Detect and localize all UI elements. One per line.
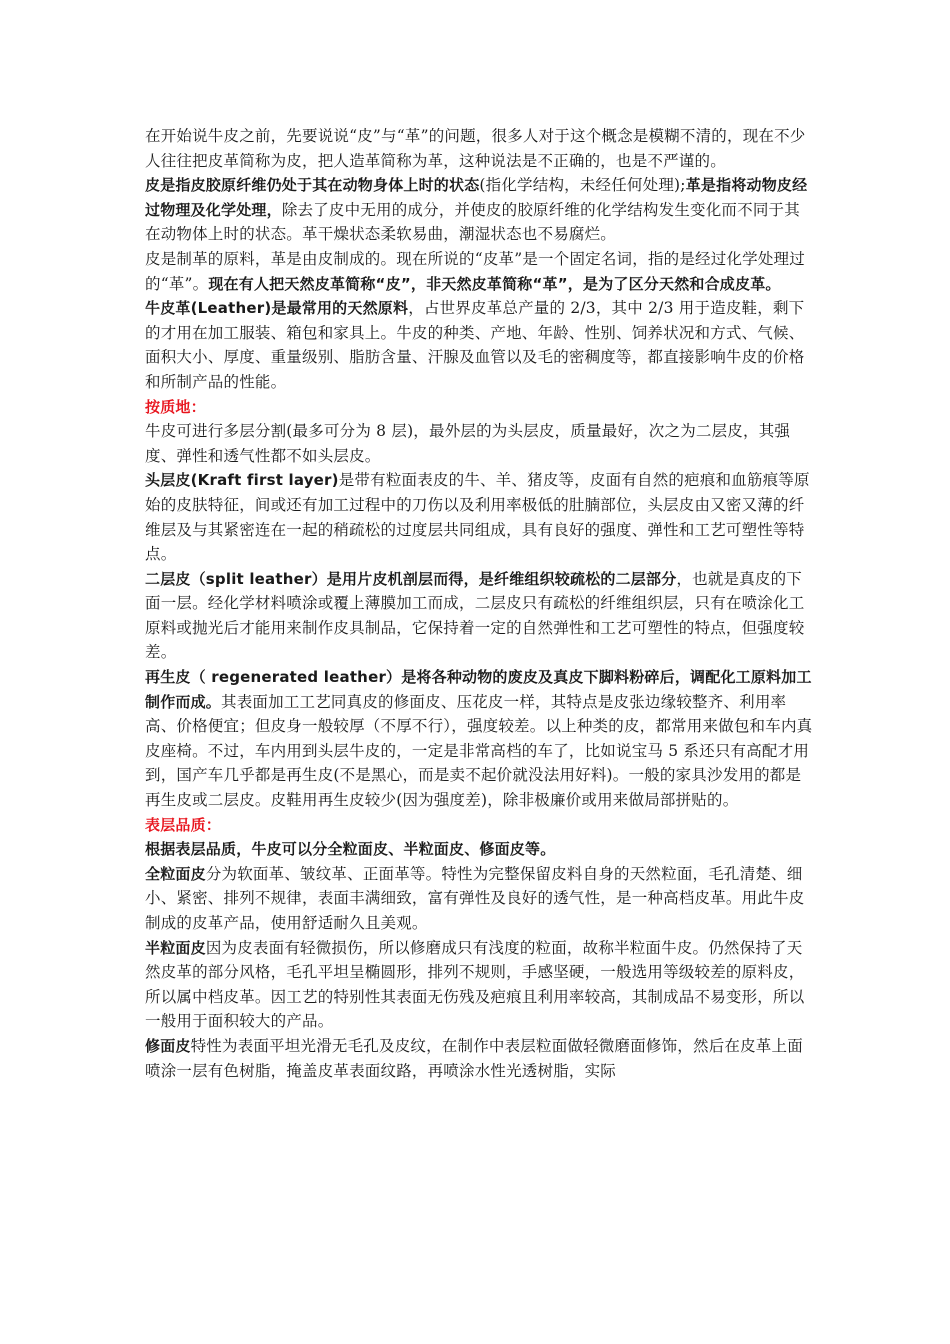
paragraph-definition — [145, 173, 815, 247]
paragraph-full-grain — [145, 862, 815, 936]
paragraph-regenerated — [145, 665, 815, 813]
paragraph-cowhide — [145, 296, 815, 394]
text: 除去了皮中无用的成分，并使皮的胶原纤维的化学结构发生变化而不同于其在动物体上时的状态。革干燥状态柔软易曲，潮湿状态也不易腐烂。 — [145, 200, 800, 244]
text: 在开始说牛皮之前，先要说说“皮”与“革”的问题，很多人对于这个概念是模糊不清的，现在不少人往往把皮革简称为皮，把人造革简称为革，这种说法是不正确的，也是不严谨的。 — [145, 127, 806, 170]
text: ，占世界皮革总产量的 2/3，其中 2/3 用于造皮鞋，剩下的才用在加工服装、箱包和家具上。牛皮的种类、产地、年龄、性别、饲养状况和方式、气候、面积大小、厚度、重量级别、脂肪含量、汗腺及血管以及毛的密稠度等，都直接影响牛皮的价格和所制产品的性能。 — [145, 299, 805, 391]
document-body — [145, 124, 815, 1083]
section-heading: 表层品质： — [145, 815, 222, 834]
section-heading: 按质地： — [145, 397, 206, 416]
bold-text: 头层皮(Kraft first layer) — [145, 471, 339, 490]
text: 分为软面革、皱纹革、正面革等。特性为完整保留皮料自身的天然粒面，毛孔清楚、细小、紧密、排列不规律，表面丰满细致，富有弹性及良好的透气性，是一种高档皮革。用此牛皮制成的皮革产品，使用舒适耐久且美观。 — [145, 864, 805, 932]
bold-text: 再生皮（ regenerated leather）是将各种动物的废皮及真皮下脚料粉碎后，调配化工原料加工制作而成。 — [145, 668, 812, 711]
text: 特性为表面平坦光滑无毛孔及皮纹，在制作中表层粒面做轻微磨面修饰，然后在皮革上面喷涂一层有色树脂，掩盖皮革表面纹路，再喷涂水性光透树脂，实际 — [145, 1036, 803, 1080]
bold-text: 革是指将动物皮经过物理及化学处理， — [145, 176, 808, 219]
text: 是带有粒面表皮的牛、羊、猪皮等，皮面有自然的疤痕和血筋痕等原始的皮肤特征，间或还有加工过程中的刀伤以及利用率极低的肚腩部位，头层皮由又密又薄的纤维层及与其紧密连在一起的稍疏松的过度层共同组成，具有良好的强度、弹性和工艺可塑性等特点。 — [145, 471, 810, 564]
heading-by-texture — [145, 395, 815, 420]
bold-text: 全粒面皮 — [145, 864, 206, 883]
bold-text: 现在有人把天然皮革简称“皮”，非天然皮革简称“革”，是为了区分天然和合成皮革。 — [208, 274, 781, 293]
paragraph-split-leather — [145, 567, 815, 665]
text: 皮是制革的原料，革是由皮制成的。现在所说的“皮革”是一个固定名词，指的是经过化学处理过的“革”。 — [145, 249, 805, 293]
paragraph-corrected-grain — [145, 1034, 815, 1083]
text: ，也就是真皮的下面一层。经化学材料喷涂或覆上薄膜加工而成，二层皮只有疏松的纤维组织层，只有在喷涂化工原料或抛光后才能用来制作皮具制品，它保持着一定的自然弹性和工艺可塑性的特点，但强度较差。 — [145, 569, 805, 662]
heading-surface-quality — [145, 813, 815, 838]
bold-text: 修面皮 — [145, 1036, 191, 1055]
text: (指化学结构，未经任何处理); — [479, 176, 686, 195]
paragraph-first-layer — [145, 468, 815, 566]
paragraph-intro — [145, 124, 815, 173]
paragraph-semi-grain — [145, 936, 815, 1034]
paragraph-surface-intro — [145, 837, 815, 862]
paragraph-layers — [145, 419, 815, 468]
text: 牛皮可进行多层分割(最多可分为 8 层)，最外层的为头层皮，质量最好，次之为二层皮，其强度、弹性和透气性都不如头层皮。 — [145, 422, 791, 465]
bold-text: 牛皮革(Leather)是最常用的天然原料 — [145, 299, 409, 318]
bold-text: 皮是指皮胶原纤维仍处于其在动物身体上时的状态 — [145, 176, 480, 195]
bold-text: 二层皮（split leather）是用片皮机剖层而得，是纤维组织较疏松的二层部分 — [145, 569, 677, 588]
text: 因为皮表面有轻微损伤，所以修磨成只有浅度的粒面，故称半粒面牛皮。仍然保持了天然皮革的部分风格，毛孔平坦呈椭圆形，排列不规则，手感坚硬，一般选用等级较差的原料皮，所以属中档皮革。因工艺的特别性其表面无伤残及疤痕且利用率较高，其制成品不易变形，所以一般用于面积较大的产品。 — [145, 938, 805, 1031]
text: 其表面加工工艺同真皮的修面皮、压花皮一样，其特点是皮张边缘较整齐、利用率高、价格便宜；但皮身一般较厚（不厚不行），强度较差。以上种类的皮，都常用来做包和车内真皮座椅。不过，车内用到头层牛皮的，一定是非常高档的车了，比如说宝马 5 系还只有高配才用到，国产车几乎都是再生皮(不是黑心，而是卖不起价就没法用好料)。一般的家具沙发用的都是再生皮或二层皮。皮鞋用再生皮较少(因为强度差)，除非极廉价或用来做局部拼贴的。 — [145, 692, 813, 810]
bold-text: 根据表层品质，牛皮可以分全粒面皮、半粒面皮、修面皮等。 — [145, 840, 556, 859]
bold-text: 半粒面皮 — [145, 938, 206, 957]
paragraph-raw-material — [145, 247, 815, 296]
